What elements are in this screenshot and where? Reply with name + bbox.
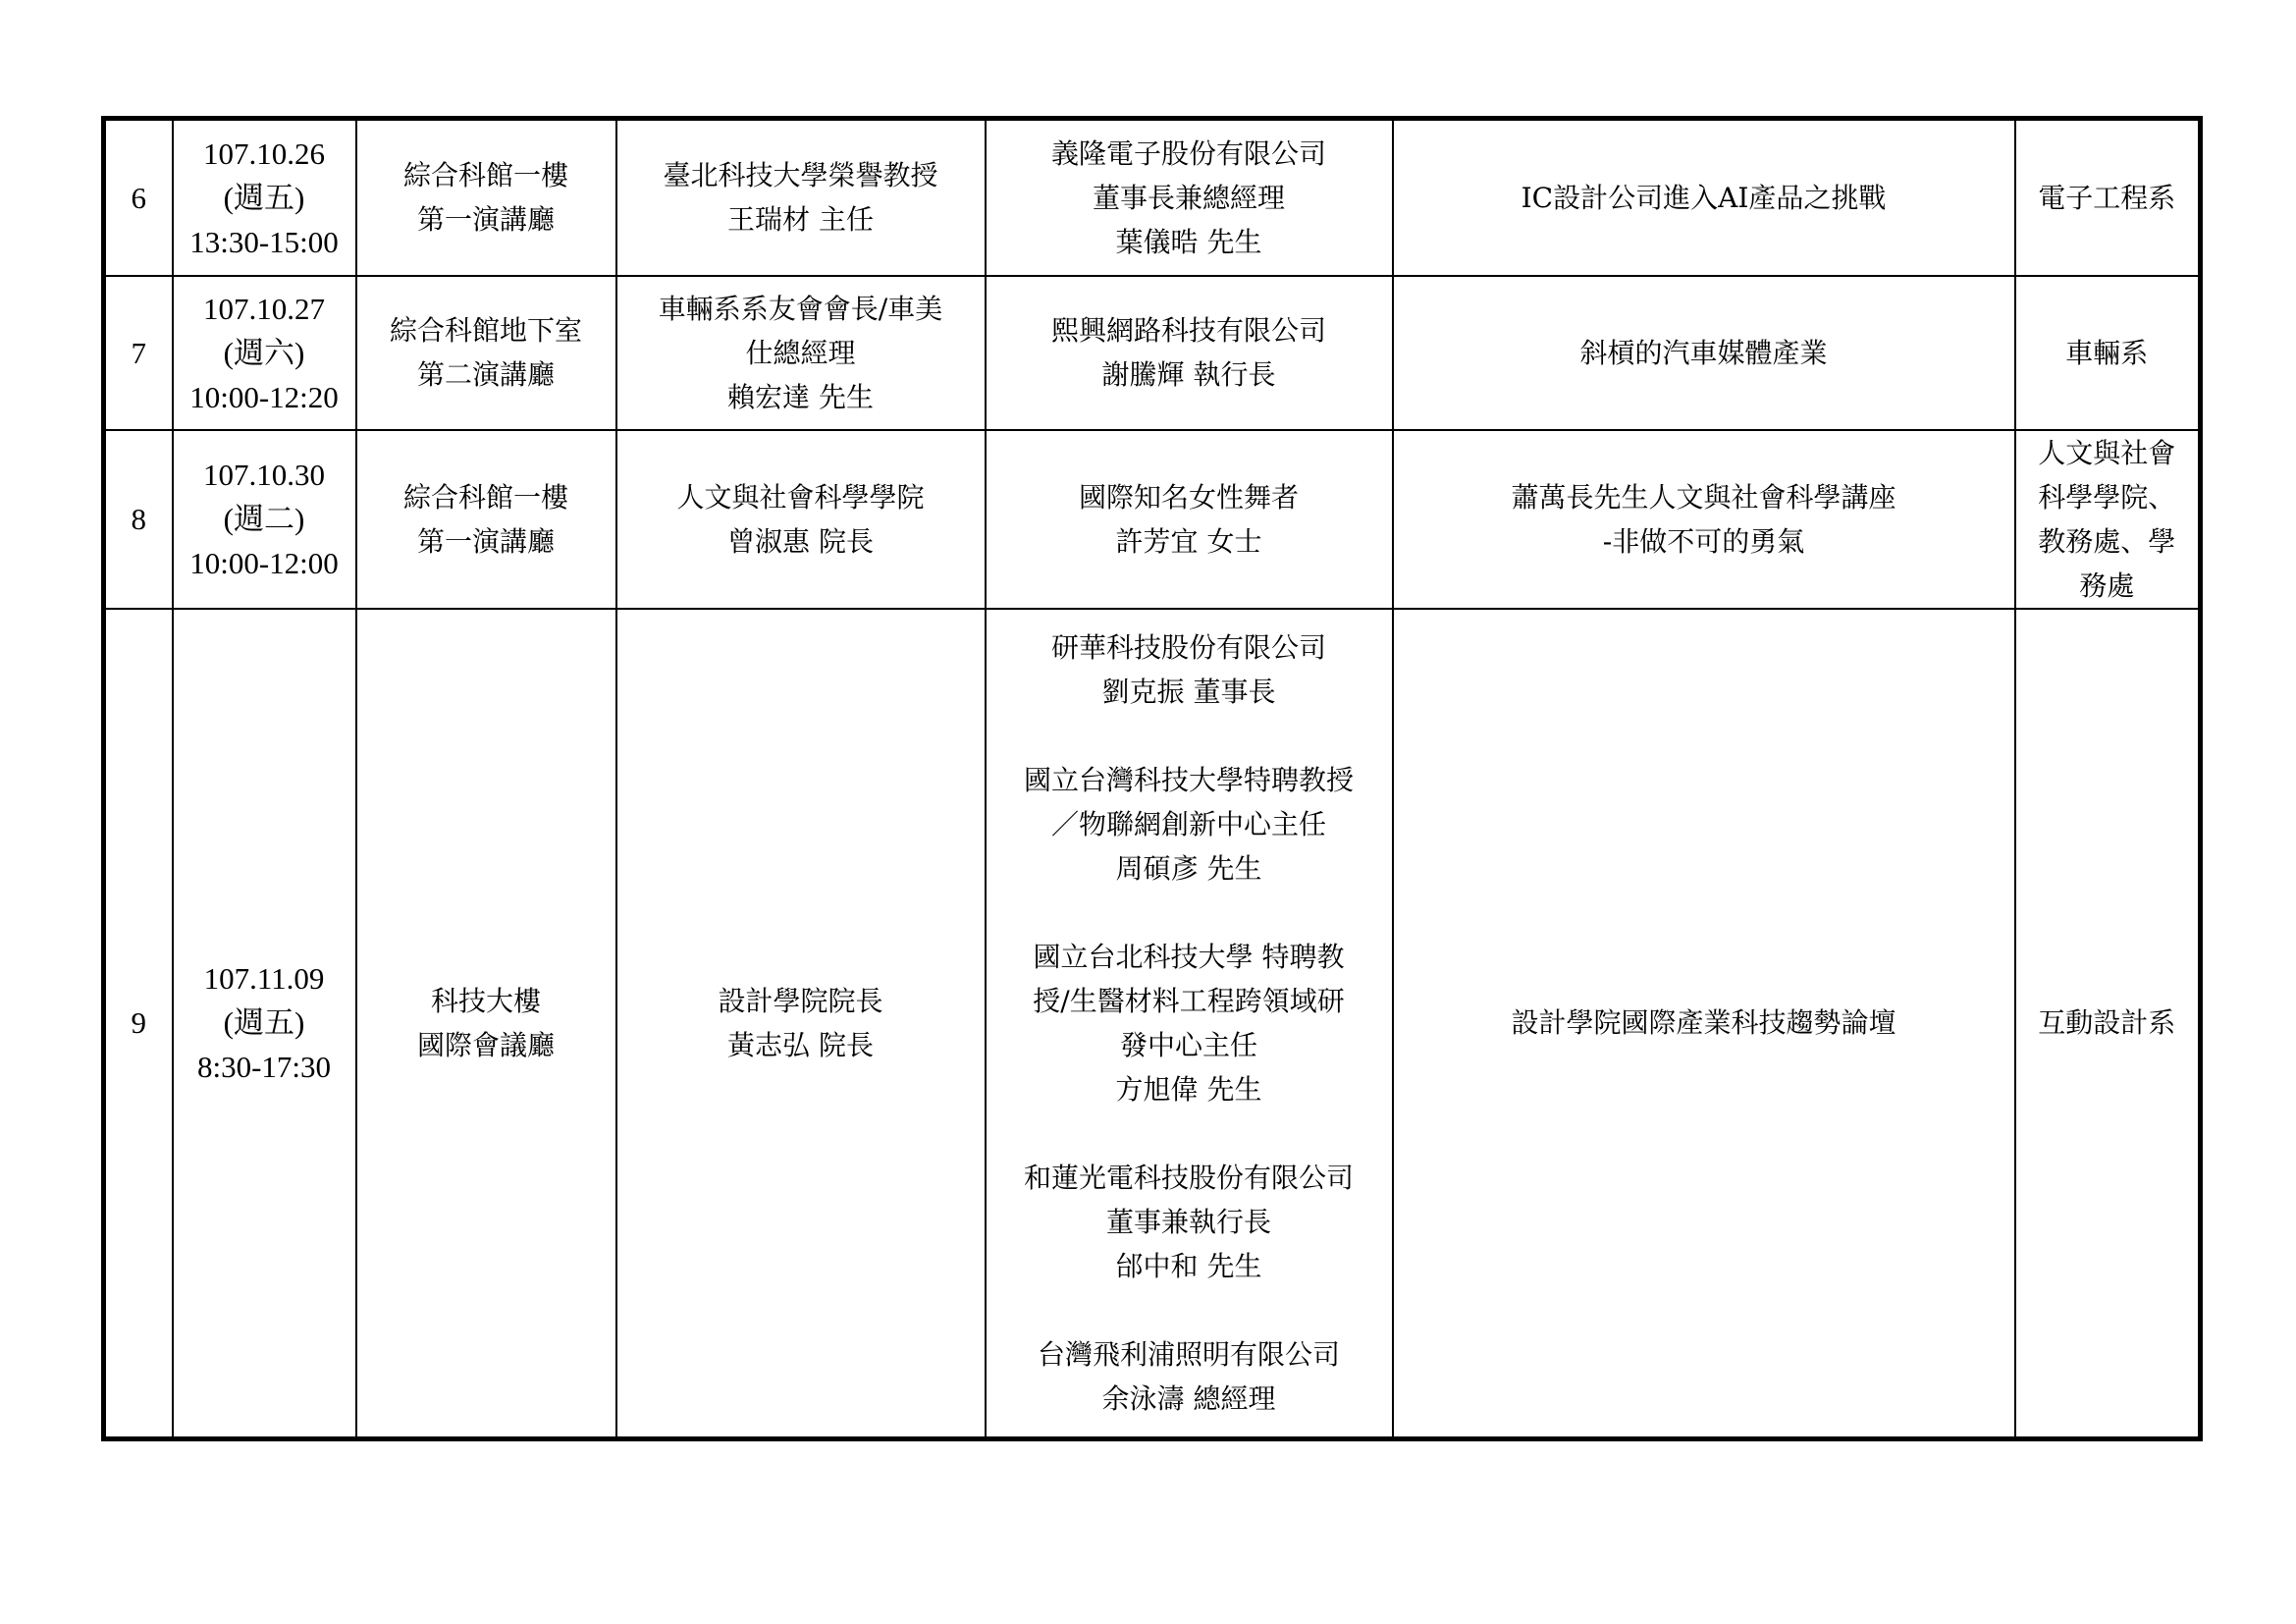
organizer-unit-cell (2015, 276, 2201, 430)
speaker-line: 義隆電子股份有限公司 (1050, 136, 1326, 170)
venue-line: 第二演講廳 (416, 358, 555, 391)
speaker-line: 熙興網路科技有限公司 (1050, 314, 1326, 347)
venue-line: 綜合科館一樓 (402, 159, 568, 192)
organizer-unit-line: 電子工程系 (2038, 181, 2176, 214)
speaker-line: 謝騰輝 執行長 (1101, 358, 1276, 391)
table-row (104, 430, 2201, 609)
session-date-line: 13:30-15:00 (189, 224, 339, 259)
organizer-unit-line: 務處 (2079, 568, 2135, 602)
session-date-line: 10:00-12:20 (189, 379, 339, 414)
host-line: 黃志弘 院長 (727, 1028, 874, 1061)
venue-line: 綜合科館地下室 (389, 314, 582, 347)
speaker-line: 國際知名女性舞者 (1078, 480, 1299, 514)
topic-cell (1393, 430, 2015, 609)
session-date-line: 107.11.09 (203, 961, 325, 997)
topic-cell (1393, 609, 2015, 1439)
venue-line: 綜合科館一樓 (402, 480, 568, 514)
session-date-cell (173, 276, 356, 430)
group-spacer (992, 1111, 1386, 1156)
host-line: 車輛系系友會會長/車美 (658, 292, 943, 325)
host-line: 人文與社會科學學院 (676, 480, 925, 514)
speaker-line: 國立台灣科技大學特聘教授 (1023, 763, 1354, 796)
session-number: 8 (104, 430, 173, 609)
speaker-cell (986, 276, 1393, 430)
topic-line: -非做不可的勇氣 (1602, 524, 1805, 558)
session-date-line: (週五) (223, 180, 305, 215)
schedule-table (101, 116, 2203, 1441)
speaker-line: 國立台北科技大學 特聘教 (1033, 940, 1345, 973)
table-row (104, 119, 2201, 276)
session-date-line: 107.10.27 (203, 291, 325, 326)
speaker-line: 周碩彥 先生 (1115, 851, 1262, 885)
speaker-cell (986, 609, 1393, 1439)
host-line: 曾淑惠 院長 (727, 524, 874, 558)
session-date-cell (173, 119, 356, 276)
organizer-unit-line: 科學學院、 (2038, 480, 2176, 514)
speaker-line: 研華科技股份有限公司 (1050, 630, 1326, 664)
organizer-unit-line: 車輛系 (2065, 336, 2149, 369)
venue-cell (356, 430, 616, 609)
speaker-cell (986, 430, 1393, 609)
speaker-line: 董事兼執行長 (1105, 1205, 1271, 1238)
session-date-line: (週六) (223, 335, 305, 370)
speaker-line: 葉儀晧 先生 (1115, 225, 1262, 258)
speaker-cell (986, 119, 1393, 276)
host-line: 賴宏達 先生 (727, 380, 874, 413)
session-date-cell (173, 609, 356, 1439)
group-spacer (992, 891, 1386, 935)
topic-cell (1393, 119, 2015, 276)
host-line: 王瑞材 主任 (727, 203, 874, 237)
organizer-unit-line: 人文與社會 (2038, 436, 2176, 469)
host-cell (616, 609, 986, 1439)
host-line: 仕總經理 (745, 336, 856, 369)
topic-line: 斜槓的汽車媒體產業 (1579, 336, 1828, 369)
venue-line: 科技大樓 (430, 984, 541, 1017)
organizer-unit-line: 教務處、學 (2038, 524, 2176, 558)
organizer-unit-cell (2015, 430, 2201, 609)
host-line: 設計學院院長 (718, 984, 883, 1017)
venue-cell (356, 119, 616, 276)
speaker-line: 余泳濤 總經理 (1101, 1381, 1276, 1415)
table-row (104, 609, 2201, 1439)
session-date-line: (週五) (223, 1005, 305, 1041)
host-cell (616, 430, 986, 609)
topic-line: 蕭萬長先生人文與社會科學講座 (1511, 480, 1896, 514)
schedule-body (104, 119, 2201, 1439)
speaker-line: 台灣飛利浦照明有限公司 (1037, 1337, 1340, 1371)
session-date-line: 10:00-12:00 (189, 546, 339, 580)
speaker-line: 方旭偉 先生 (1115, 1072, 1262, 1106)
venue-line: 國際會議廳 (416, 1028, 555, 1061)
venue-line: 第一演講廳 (416, 524, 555, 558)
speaker-line: 邰中和 先生 (1115, 1249, 1262, 1282)
session-date-line: 107.10.30 (203, 458, 325, 492)
session-date-line: 8:30-17:30 (196, 1050, 332, 1085)
organizer-unit-cell (2015, 609, 2201, 1439)
organizer-unit-cell (2015, 119, 2201, 276)
speaker-line: 董事長兼總經理 (1092, 181, 1285, 214)
group-spacer (992, 1288, 1386, 1332)
speaker-line: 授/生醫材料工程跨領域研 (1033, 984, 1345, 1017)
topic-cell (1393, 276, 2015, 430)
venue-line: 第一演講廳 (416, 203, 555, 237)
host-cell (616, 276, 986, 430)
group-spacer (992, 714, 1386, 758)
topic-line: IC設計公司進入AI產品之挑戰 (1521, 181, 1887, 214)
host-line: 臺北科技大學榮譽教授 (663, 159, 938, 192)
venue-cell (356, 276, 616, 430)
topic-line: 設計學院國際產業科技趨勢論壇 (1511, 1006, 1896, 1040)
speaker-line: 許芳宜 女士 (1115, 524, 1262, 558)
speaker-line: 發中心主任 (1119, 1028, 1257, 1061)
speaker-line: 劉克振 董事長 (1101, 675, 1276, 708)
speaker-line: 和蓮光電科技股份有限公司 (1023, 1161, 1354, 1194)
table-row (104, 276, 2201, 430)
session-date-cell (173, 430, 356, 609)
session-number: 7 (104, 276, 173, 430)
venue-cell (356, 609, 616, 1439)
session-date-line: (週二) (223, 502, 305, 536)
speaker-line: ／物聯網創新中心主任 (1050, 807, 1326, 840)
session-date-line: 107.10.26 (203, 135, 325, 171)
host-cell (616, 119, 986, 276)
session-number: 6 (104, 119, 173, 276)
organizer-unit-line: 互動設計系 (2038, 1006, 2176, 1040)
session-number: 9 (104, 609, 173, 1439)
